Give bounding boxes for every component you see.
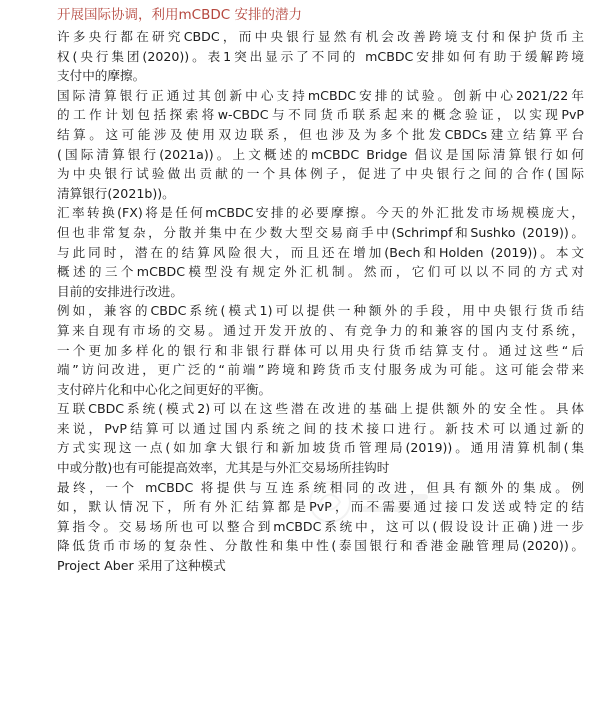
text-line: 汇率转换(FX)将是任何mCBDC安排的必要摩擦。今天的外汇批发市场规模庞大， — [57, 205, 584, 221]
text-line: 概述的三个mCBDC模型没有规定外汇机制。然而，它们可以以不同的方式对 — [57, 264, 584, 280]
text-line: 中或分散)也有可能提高效率，尤其是与外汇交易场所挂钩时 — [57, 460, 390, 476]
text-line: 但也非常复杂，分散并集中在少数大型交易商手中(Schrimpf和Sushko (2019))。 — [57, 224, 584, 240]
text-line: 与此同时，潜在的结算风险很大，而且还在增加(Bech和Holden (2019))。本文 — [57, 244, 584, 260]
text-line: 权(央行集团(2020))。表1突出显示了不同的 mCBDC安排如何有助于缓解跨境 — [57, 48, 584, 64]
text-line: 互联CBDC系统(模式2)可以在这些潜在改进的基础上提供额外的安全性。具体 — [57, 401, 584, 417]
text-line: 的工作计划包括探索将w-CBDC与不同货币联系起来的概念验证，以实现PvP — [57, 107, 584, 123]
text-line: 为中央银行试验做出贡献的一个具体例子，促进了中央银行之间的合作(国际 — [57, 166, 584, 182]
text-line: 国际清算银行正通过其创新中心支持mCBDC安排的试验。创新中心2021/22年 — [57, 87, 584, 103]
paragraph — [57, 86, 584, 204]
text-line: 降低货币市场的复杂性、分散性和集中性(泰国银行和香港金融管理局(2020))。 — [57, 538, 584, 554]
paragraph — [57, 399, 584, 477]
paragraph — [57, 203, 584, 301]
paragraph — [57, 478, 584, 576]
text-line: 方式实现这一点(如加拿大银行和新加坡货币管理局(2019))。通用清算机制(集 — [57, 440, 584, 456]
text-line: 算来自现有市场的交易。通过开发开放的、有竞争力的和兼容的国内支付系统， — [57, 322, 584, 338]
text-line: 一个更加多样化的银行和非银行群体可以用央行货币结算支付。通过这些“后 — [57, 342, 584, 358]
text-line: 算指令。交易场所也可以整合到mCBDC系统中，这可以(假设设计正确)进一步 — [57, 518, 584, 534]
text-line: Project Aber 采用了这种模式 — [57, 558, 226, 574]
text-line: 如，默认情况下，所有外汇结算都是PvP，而不需要通过接口发送或特定的结 — [57, 499, 584, 515]
paragraph — [57, 301, 584, 399]
text-line: 端”访问改进，更广泛的“前端”跨境和跨货币支付服务成为可能。这可能会带来 — [57, 362, 584, 378]
text-line: 来说，PvP结算可以通过国内系统之间的技术接口进行。新技术可以通过新的 — [57, 420, 584, 436]
document-body — [57, 27, 584, 576]
paragraph — [57, 27, 584, 86]
text-line: 支付中的摩擦。 — [57, 68, 146, 84]
text-line: 例如，兼容的CBDC系统(模式1)可以提供一种额外的手段，用中央银行货币结 — [57, 303, 584, 319]
text-line: 目前的安排进行改进。 — [57, 283, 183, 299]
text-line: (国际清算银行(2021a))。上文概述的mCBDC Bridge 倡议是国际清算银行如何 — [57, 146, 584, 162]
text-line: 许多央行都在研究CBDC，而中央银行显然有机会改善跨境支付和保护货币主 — [57, 29, 584, 44]
text-line: 最终，一个 mCBDC 将提供与互连系统相同的改进，但具有额外的集成。例 — [57, 479, 584, 495]
text-line: 清算银行(2021b))。 — [57, 185, 175, 201]
text-line: 支付碎片化和中心化之间更好的平衡。 — [57, 381, 272, 397]
section-heading: 开展国际协调，利用mCBDC 安排的潜力 — [57, 7, 302, 23]
text-line: 结算。这可能涉及使用双边联系，但也涉及为多个批发CBDCs建立结算平台 — [57, 126, 584, 142]
